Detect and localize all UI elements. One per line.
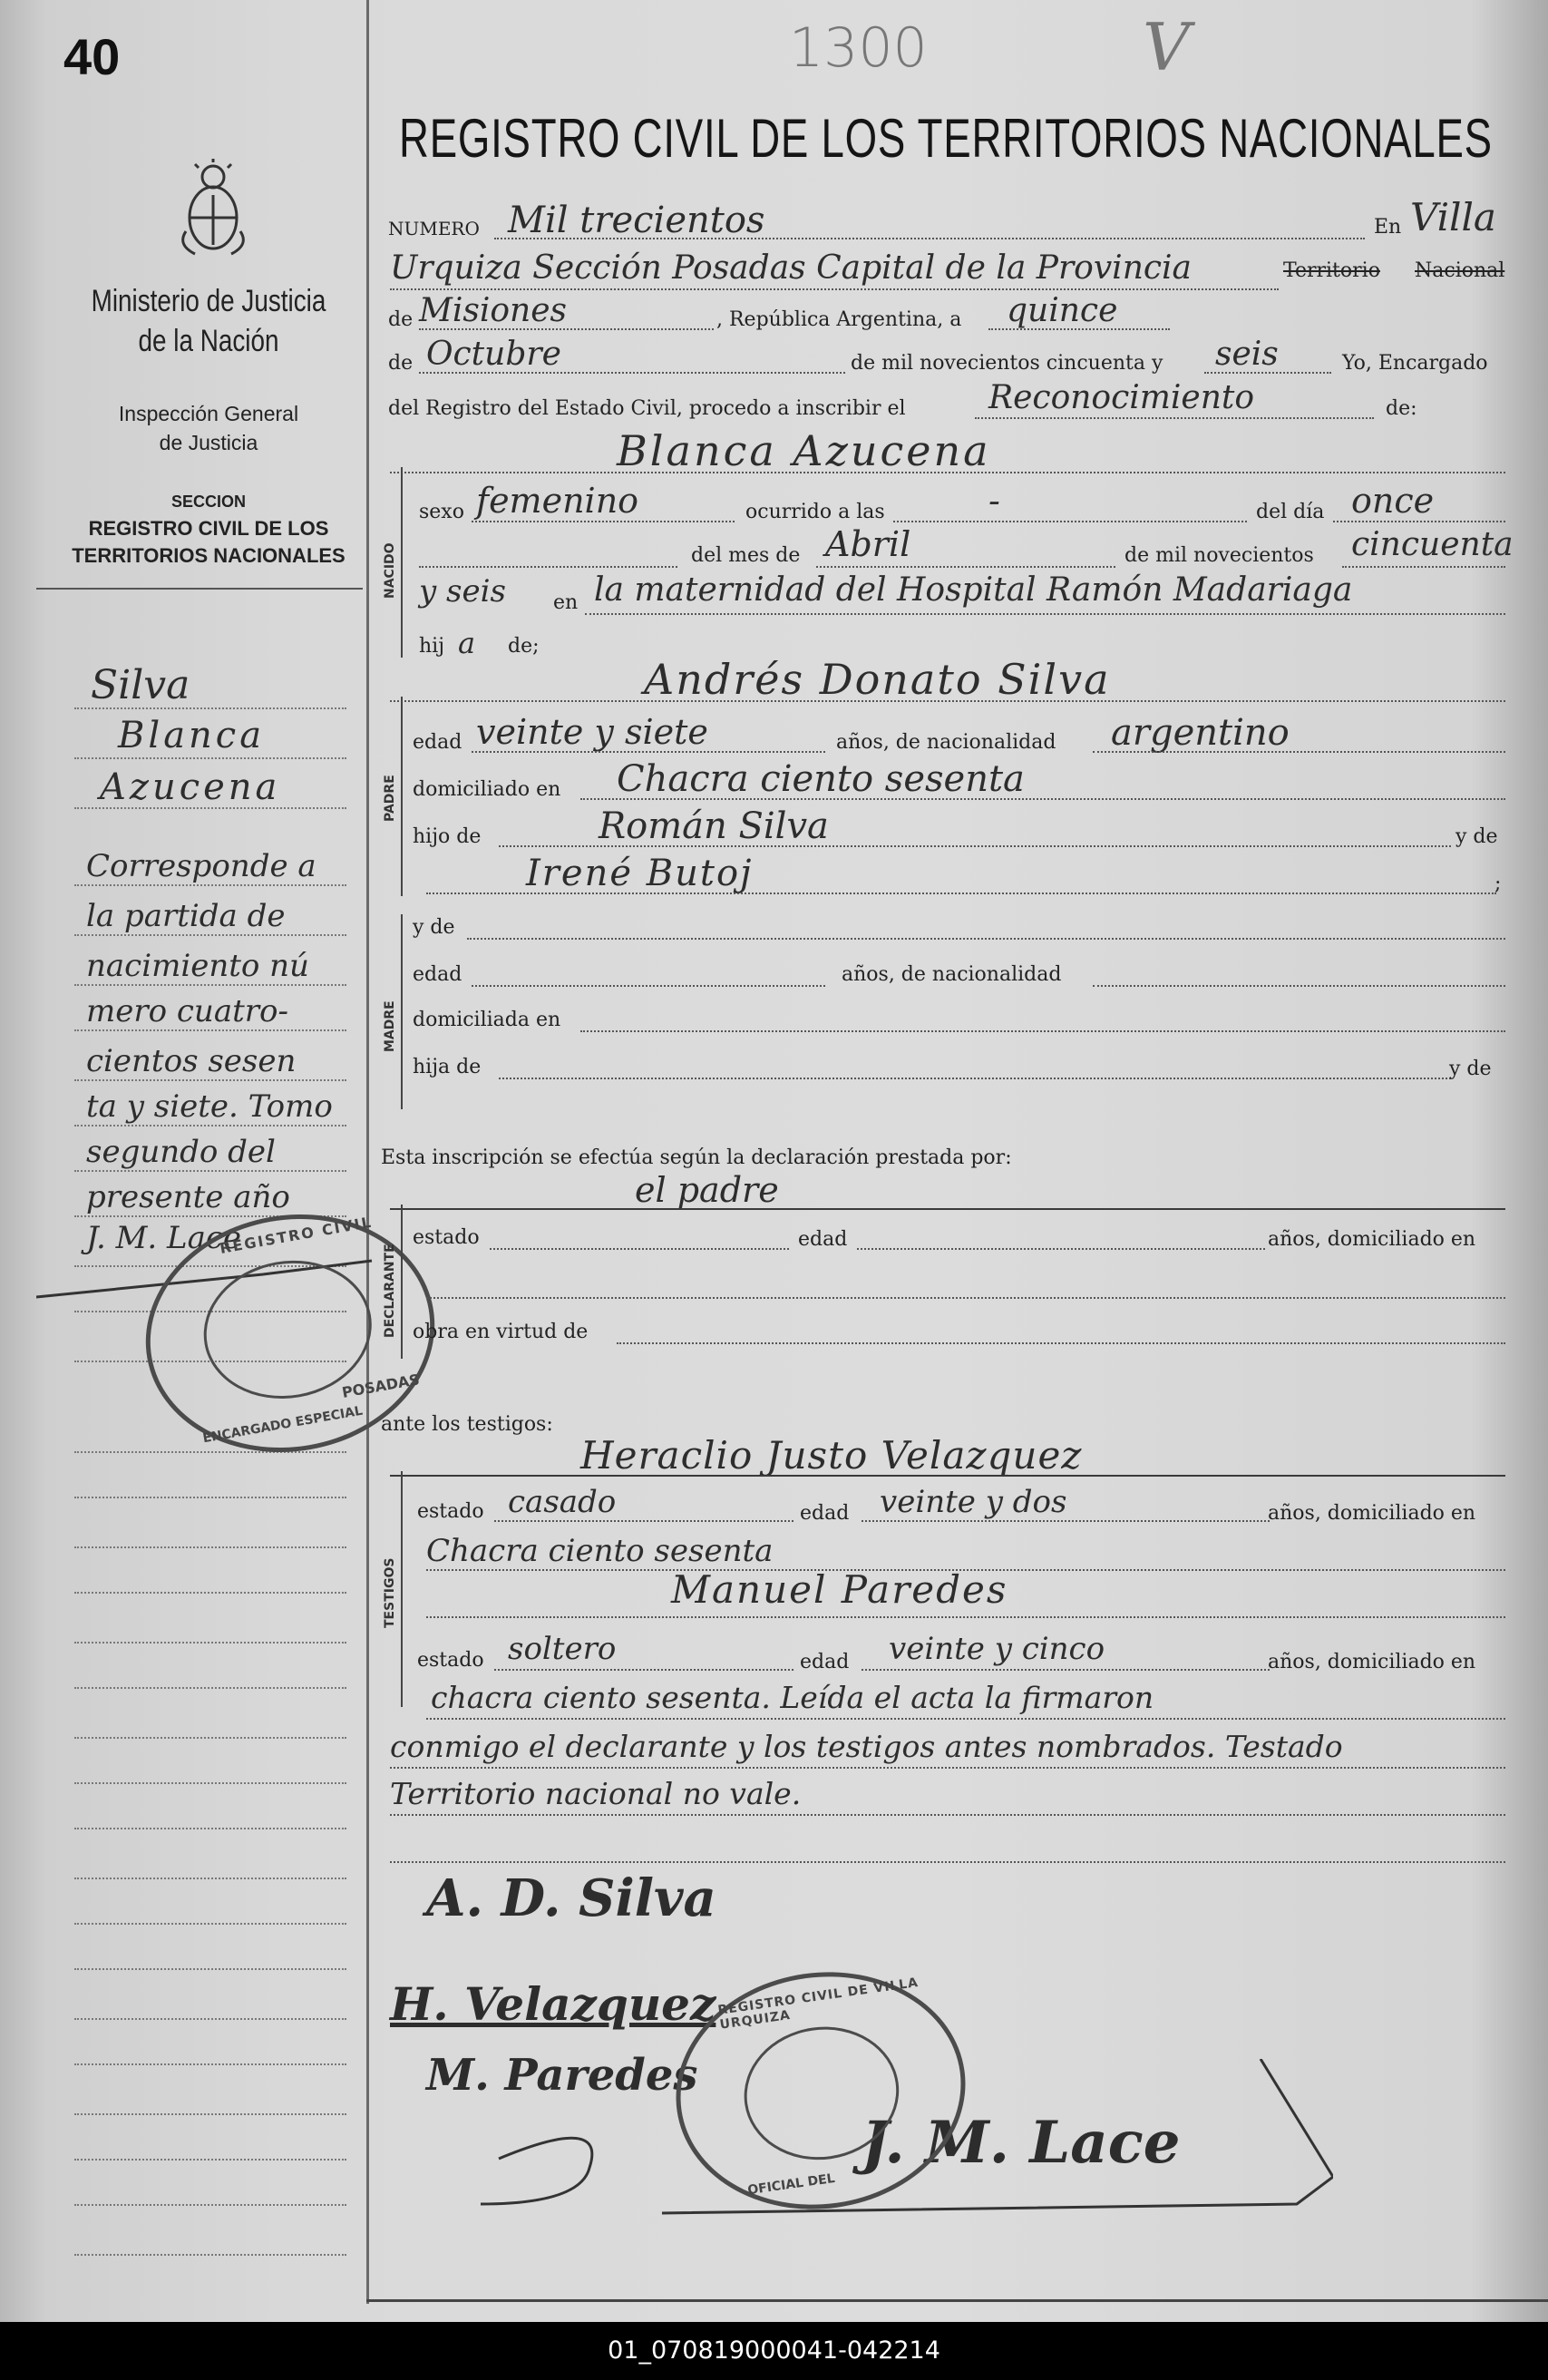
label-hijo-de: hijo de: [413, 825, 482, 848]
sidebar-dotted-line: [74, 1878, 346, 1879]
field-en: Villa: [1410, 195, 1496, 239]
label-anos-nac: años, de nacionalidad: [836, 731, 1056, 754]
sidebar-dotted-line: [74, 1497, 346, 1498]
label-ocurrido: ocurrido a las: [745, 501, 885, 523]
field-anio-nac-b: y seis: [419, 573, 506, 610]
margin-note-name-2: Azucena: [100, 766, 281, 808]
margin-note-line: cientos sesen: [86, 1043, 297, 1079]
field-line: [490, 1248, 789, 1250]
label-domiciliada-en: domiciliada en: [413, 1009, 561, 1031]
field-line: [1093, 985, 1505, 987]
sidebar-dotted-line: [74, 1170, 346, 1172]
handwritten-check-mark: V: [1143, 9, 1190, 85]
sidebar-dotted-line: [74, 1125, 346, 1127]
field-lugar: Urquiza Sección Posadas Capital de la Provincia: [390, 249, 1193, 287]
stamp-text: REGISTRO CIVIL: [218, 1213, 375, 1257]
label-padre: PADRE: [383, 775, 397, 822]
label-edad-madre: edad: [413, 963, 462, 986]
field-line: [580, 798, 1505, 800]
label-semicolon: ;: [1494, 873, 1502, 895]
label-estado-t2: estado: [417, 1649, 484, 1672]
sidebar-dotted-line: [74, 1737, 346, 1739]
field-line: [426, 1297, 1505, 1299]
sidebar-dotted-line: [74, 934, 346, 936]
stamp-inner-ring: [735, 2017, 908, 2170]
sidebar-dotted-line: [74, 2204, 346, 2206]
margin-note-line: la partida de: [86, 898, 286, 934]
margin-note-line: mero cuatro-: [86, 993, 288, 1029]
field-line: [390, 288, 1279, 290]
field-line: [862, 1669, 1270, 1671]
field-testigo-1: Heraclio Justo Velazquez: [580, 1433, 1083, 1478]
inspection-line-1: Inspección General: [118, 402, 299, 425]
field-line: [472, 521, 735, 522]
bracket-testigos: [401, 1471, 408, 1707]
sidebar-dotted-line: [74, 1546, 346, 1548]
label-del-dia: del día: [1256, 501, 1325, 523]
sidebar-dotted-line: [74, 1828, 346, 1829]
label-y-de-madre: y de: [413, 916, 455, 939]
field-line: [426, 892, 1496, 894]
label-de-mil: de mil novecientos cincuenta y: [851, 352, 1163, 375]
field-line: [390, 1208, 1505, 1210]
field-lugar-nac: la maternidad del Hospital Ramón Madariaga: [594, 571, 1353, 609]
closing-line-1: chacra ciento sesenta. Leída el acta la firmaron: [431, 1680, 1154, 1715]
field-line: [1333, 521, 1505, 522]
label-edad-decl: edad: [798, 1228, 848, 1251]
label-ante: ante los testigos:: [381, 1413, 553, 1436]
field-line: [419, 566, 677, 568]
field-line: [467, 938, 1505, 940]
field-line: [390, 700, 1505, 702]
sidebar-dotted-line: [74, 1079, 346, 1081]
label-anos-nac-madre: años, de nacionalidad: [842, 963, 1062, 986]
field-declarante: el padre: [635, 1170, 779, 1210]
field-line: [390, 1767, 1505, 1769]
sidebar-dotted-line: [74, 2018, 346, 2020]
label-yo: Yo, Encargado: [1342, 352, 1488, 375]
field-testigo-1-estado: casado: [508, 1484, 617, 1520]
field-line: [617, 1342, 1505, 1344]
label-del-mes: del mes de: [691, 544, 801, 567]
field-line: [499, 1078, 1451, 1079]
label-esta-inscripcion: Esta inscripción se efectúa según la declaración prestada por:: [381, 1146, 1012, 1169]
field-padre-edad: veinte y siete: [476, 712, 708, 752]
inspection-line-2: de Justicia: [159, 431, 258, 454]
ministry-line-2: de la Nación: [138, 324, 279, 358]
section-line-2: REGISTRO CIVIL DE LOS: [88, 517, 329, 540]
sidebar-dotted-line: [74, 1923, 346, 1925]
field-line: [419, 372, 845, 374]
label-domiciliado-en: domiciliado en: [413, 778, 561, 801]
sidebar-dotted-line: [74, 1968, 346, 1970]
section-heading: [54, 488, 363, 570]
field-line: [499, 845, 1451, 847]
margin-note-line: nacimiento nú: [86, 948, 309, 984]
field-padre-dom: Chacra ciento sesenta: [617, 758, 1025, 800]
margin-note-line: Corresponde a: [86, 848, 316, 884]
field-line: [975, 417, 1374, 419]
margin-note-line: segundo del: [86, 1134, 276, 1170]
page-number: 40: [63, 28, 121, 85]
label-hija-de: hija de: [413, 1056, 482, 1078]
field-acto: Reconocimiento: [988, 379, 1255, 416]
label-edad-t1: edad: [800, 1502, 850, 1525]
label-anos-dom-t1: años, domiciliado en: [1268, 1502, 1476, 1525]
closing-line-2: conmigo el declarante y los testigos antes nombrados. Testado: [390, 1729, 1343, 1764]
field-line: [390, 472, 1505, 473]
label-territorio: Territorio: [1283, 259, 1380, 282]
sidebar-dotted-line: [74, 884, 346, 886]
field-line: [862, 1520, 1270, 1522]
field-line: [857, 1248, 1265, 1250]
bracket-madre: [401, 914, 408, 1109]
field-mes-nac: Abril: [825, 524, 911, 564]
field-line: [494, 1669, 793, 1671]
field-testigo-2: Manuel Paredes: [671, 1567, 1008, 1612]
section-line-3: TERRITORIOS NACIONALES: [72, 544, 346, 567]
label-declarante: DECLARANTE: [383, 1244, 397, 1338]
field-testigo-1-edad: veinte y dos: [880, 1484, 1067, 1520]
field-padre-nac: argentino: [1111, 712, 1290, 754]
stamp-text: REGISTRO CIVIL DE VILLA URQUIZA: [716, 1975, 920, 2033]
field-line: [585, 613, 1505, 615]
margin-note-line: presente año: [86, 1179, 290, 1215]
field-testigo-2-estado: soltero: [508, 1631, 617, 1667]
label-testigos: TESTIGOS: [383, 1557, 397, 1628]
sidebar-dotted-line: [74, 2254, 346, 2256]
field-line: [390, 1861, 1505, 1863]
label-estado: estado: [413, 1226, 480, 1249]
label-obra: obra en virtud de: [413, 1321, 589, 1343]
label-anos-dom: años, domiciliado en: [1268, 1228, 1476, 1251]
bracket-padre: [401, 697, 408, 896]
label-anos-dom-t2: años, domiciliado en: [1268, 1651, 1476, 1673]
field-line: [893, 521, 1247, 522]
section-line-1: SECCION: [170, 493, 246, 511]
handwritten-registry-number: 1300: [789, 16, 928, 80]
field-padre-hijo-de: Román Silva: [599, 805, 829, 847]
field-padre-madre: Irené Butoj: [526, 853, 754, 894]
coat-of-arms-icon: [177, 159, 249, 258]
field-anio: seis: [1215, 336, 1279, 373]
label-nacido: NACIDO: [383, 542, 397, 599]
label-edad-t2: edad: [800, 1651, 850, 1673]
field-line: [472, 985, 825, 987]
field-line: [390, 1814, 1505, 1816]
sidebar-dotted-line: [74, 2063, 346, 2065]
signature-declarante: A. D. Silva: [426, 1868, 716, 1928]
field-testigo-2-edad: veinte y cinco: [889, 1631, 1105, 1667]
label-nacional: Nacional: [1415, 259, 1505, 282]
field-line: [580, 1030, 1505, 1032]
label-en: En: [1374, 216, 1402, 239]
label-madre: MADRE: [383, 1000, 397, 1052]
page-title: REGISTRO CIVIL DE LOS TERRITORIOS NACIONALES: [399, 108, 1493, 169]
label-edad: edad: [413, 731, 462, 754]
field-dia: quince: [1007, 292, 1118, 329]
field-line: [988, 328, 1170, 330]
label-de: de: [388, 308, 414, 331]
label-estado-t1: estado: [417, 1500, 484, 1523]
closing-line-3: Territorio nacional no vale.: [390, 1776, 802, 1811]
field-line: [472, 751, 825, 753]
ministry-heading: [83, 281, 336, 361]
stamp-text: OFICIAL DEL: [746, 2170, 836, 2199]
label-sexo: sexo: [419, 501, 464, 523]
ministry-line-1: Ministerio de Justicia: [91, 284, 326, 318]
margin-note-signature: J. M. Lace: [86, 1220, 242, 1256]
sidebar-dotted-line: [74, 757, 346, 759]
bracket-nacido: [401, 467, 408, 658]
field-line: [816, 566, 1115, 568]
signature-officer: J. M. Lace: [862, 2109, 1181, 2177]
field-sexo: femenino: [476, 481, 639, 521]
label-del-registro: del Registro del Estado Civil, procedo a inscribir el: [388, 397, 906, 420]
label-de-colon: de:: [1386, 397, 1417, 420]
field-line: [1093, 751, 1505, 753]
field-dia-nac: once: [1351, 481, 1435, 521]
field-line: [426, 1616, 1505, 1618]
stamp-text: ENCARGADO ESPECIAL: [201, 1403, 365, 1447]
signature-testigo-1: H. Velazquez: [390, 1977, 716, 2031]
field-anio-nac-a: cincuenta: [1351, 526, 1514, 563]
inspection-heading: [54, 399, 363, 457]
sidebar-dotted-line: [74, 984, 346, 986]
label-de-mil-2: de mil novecientos: [1124, 544, 1314, 567]
label-numero: NUMERO: [388, 218, 480, 239]
field-hij-suffix: a: [458, 626, 476, 660]
field-line: [494, 1520, 793, 1522]
signature-testigo-2: M. Paredes: [426, 2050, 698, 2101]
sidebar-dotted-line: [74, 1451, 346, 1453]
bracket-declarante: [401, 1205, 408, 1359]
field-padre: Andrés Donato Silva: [644, 655, 1111, 704]
document-id-footer: 01_070819000041-042214: [0, 2322, 1548, 2380]
bottom-rule: [366, 2299, 1548, 2302]
field-line: [426, 1718, 1505, 1720]
margin-note-line: ta y siete. Tomo: [86, 1088, 333, 1125]
sidebar-dotted-line: [74, 2159, 346, 2161]
field-line: [390, 1475, 1505, 1477]
field-nombre: Blanca Azucena: [617, 426, 991, 475]
field-provincia: Misiones: [419, 292, 568, 329]
sidebar-dotted-line: [74, 1029, 346, 1031]
label-de-semi: de;: [508, 635, 540, 658]
field-numero: Mil trecientos: [508, 200, 765, 241]
field-line: [1204, 372, 1331, 374]
label-y-de: y de: [1456, 825, 1498, 848]
sidebar-dotted-line: [74, 1592, 346, 1594]
sidebar-dotted-line: [74, 1642, 346, 1644]
field-line: [1342, 566, 1505, 568]
label-y-de-madre-2: y de: [1449, 1058, 1492, 1080]
field-hora: -: [988, 481, 1000, 521]
sidebar-dotted-line: [74, 1687, 346, 1689]
sidebar-rule: [36, 588, 363, 590]
sidebar-dotted-line: [74, 1782, 346, 1784]
label-republica: , República Argentina, a: [716, 308, 962, 331]
field-testigo-1-dom: Chacra ciento sesenta: [426, 1533, 774, 1569]
margin-note-name-1: Blanca: [118, 715, 266, 756]
field-line: [419, 328, 714, 330]
sidebar-divider: [366, 0, 369, 2304]
sidebar-dotted-line: [74, 2113, 346, 2115]
label-en-lower: en: [553, 591, 579, 614]
label-de: de: [388, 352, 414, 375]
field-mes: Octubre: [426, 336, 561, 373]
stamp-text: POSADAS: [340, 1370, 422, 1401]
margin-note-surname: Silva: [91, 662, 190, 708]
label-hij: hij: [419, 635, 445, 658]
